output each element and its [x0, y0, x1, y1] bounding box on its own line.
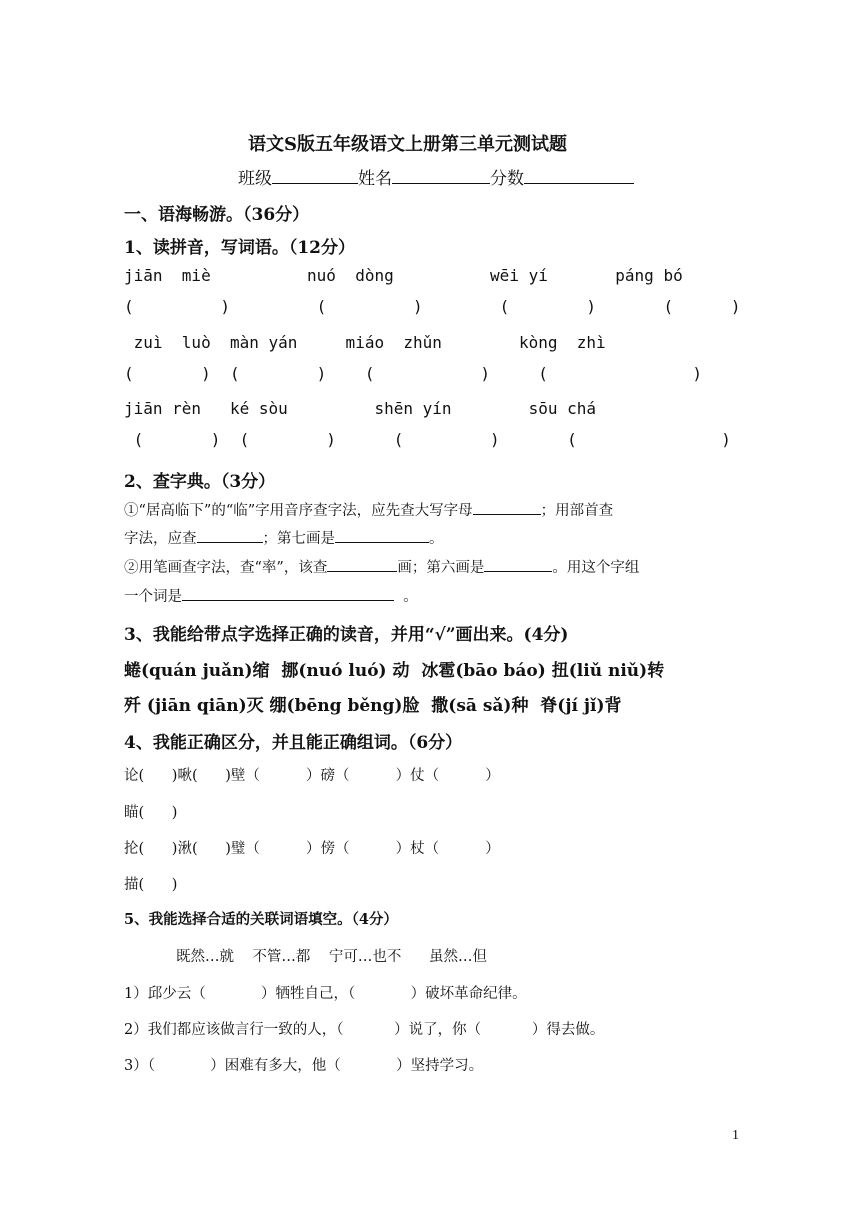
- q3-line-2[interactable]: 歼 (jiān qiān)灭 绷(bēng běng)脸 撒(sā sǎ)种 脊(jí jǐ)背: [124, 696, 622, 716]
- pinyin-row-3: jiān rèn ké sòu shēn yín sōu chá: [124, 399, 597, 418]
- q5-sentence-1[interactable]: 1）邱少云（ ）牺牲自己，（ ）破坏革命纪律。: [124, 986, 527, 1002]
- seventh-stroke-blank[interactable]: [335, 528, 429, 544]
- q2-line-1: ①“居高临下”的“临”字用音序查字法，应先查大写字母 ；用部首查: [124, 499, 613, 520]
- word-blank[interactable]: [182, 586, 394, 602]
- section-heading: 一、语海畅游。（36分）: [124, 205, 310, 225]
- class-blank[interactable]: [272, 166, 358, 184]
- q4-heading: 4、我能正确区分，并且能正确组词。（6分）: [124, 733, 463, 753]
- radical-blank[interactable]: [197, 528, 263, 544]
- q3-heading: 3、我能给带点字选择正确的读音，并用“√”画出来。(4分): [124, 625, 569, 645]
- q2-line-2: 字法，应查 ；第七画是 。: [124, 527, 444, 548]
- score-blank[interactable]: [524, 166, 634, 184]
- q2-line-4: 一个词是 。: [124, 585, 418, 606]
- q3-line-1[interactable]: 蜷(quán juǎn)缩 挪(nuó luó) 动 冰雹(bāo báo) 扭(liǔ niǔ)转: [124, 661, 665, 681]
- header-line: [238, 164, 634, 189]
- pinyin-row-2: zuì luò màn yán miáo zhǔn kòng zhì: [124, 333, 606, 352]
- q5-heading: 5、我能选择合适的关联词语填空。（4分）: [124, 911, 398, 928]
- q5-sentence-2[interactable]: 2）我们都应该做言行一致的人，（ ）说了，你（ ）得去做。: [124, 1022, 605, 1038]
- score-label: 分数: [490, 169, 524, 189]
- class-label: 班级: [238, 169, 272, 189]
- name-blank[interactable]: [392, 166, 490, 184]
- stroke-count-blank[interactable]: [327, 557, 397, 573]
- answer-boxes-row-2[interactable]: ( ) ( ) ( ) ( ): [124, 364, 702, 383]
- q2-line-3: ②用笔画查字法，查“率”，该查 画；第六画是 。用这个字组: [124, 556, 639, 577]
- q4-line-3[interactable]: 抡( )湫( )璧（ ）傍（ ）杖（ ）: [124, 841, 500, 857]
- name-label: 姓名: [358, 169, 392, 189]
- q4-line-4[interactable]: 描( ): [124, 877, 178, 893]
- q4-line-2[interactable]: 瞄( ): [124, 805, 178, 821]
- q5-sentence-3[interactable]: 3）（ ）困难有多大，他（ ）坚持学习。: [124, 1058, 484, 1074]
- page-title: 语文S版五年级语文上册第三单元测试题: [248, 134, 567, 155]
- sixth-stroke-blank[interactable]: [484, 557, 552, 573]
- q5-options: 既然…就 不管…都 宁可…也不 虽然…但: [176, 949, 488, 965]
- page-number: 1: [732, 1128, 739, 1143]
- answer-boxes-row-1[interactable]: ( ) ( ) ( ) ( ): [124, 297, 741, 316]
- q2-heading: 2、查字典。（3分）: [124, 472, 276, 492]
- q1-heading: 1、读拼音，写词语。（12分）: [124, 238, 355, 258]
- pinyin-row-1: jiān miè nuó dòng wēi yí páng bó: [124, 266, 683, 285]
- q4-line-1[interactable]: 论( )啾( )壁（ ）磅（ ）仗（ ）: [124, 768, 500, 784]
- answer-boxes-row-3[interactable]: ( ) ( ) ( ) ( ): [124, 430, 731, 449]
- letter-blank[interactable]: [473, 500, 541, 516]
